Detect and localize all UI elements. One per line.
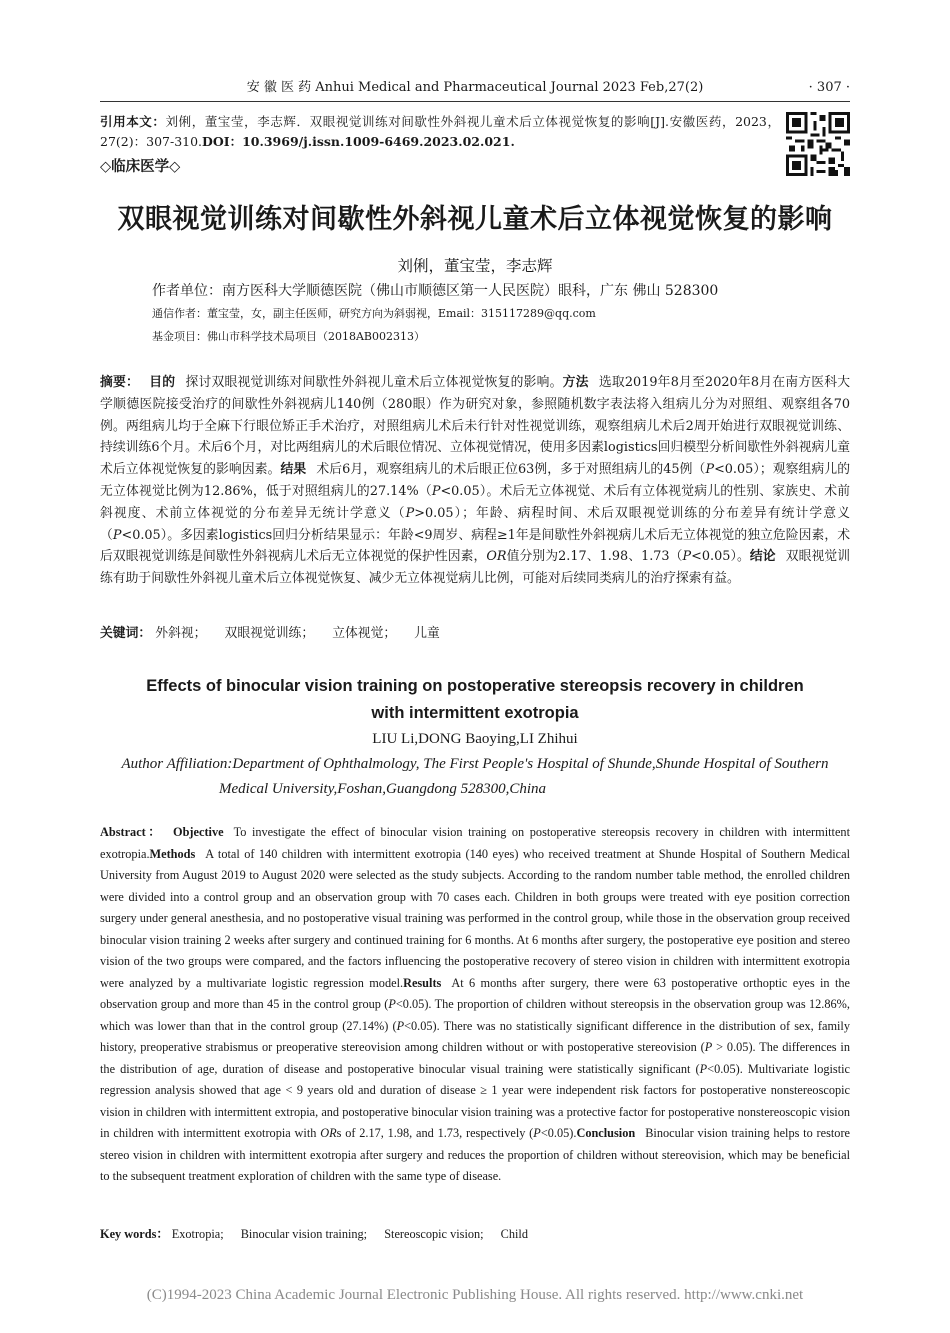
keywords-chinese [100,624,850,644]
p-symbol: P [705,462,715,478]
abstract-zh-objective-label: 目的 [149,375,176,390]
abstract-zh-conclusion: 双眼视觉训练有助于间歇性外斜视儿童术后立体视觉恢复、减少无立体视觉病儿比例，可能对后续同类病儿的治疗探索有益。 [100,549,851,587]
keywords-en-label: Key words： [100,1227,169,1241]
abstract-en-objective: To investigate the effect of binocular vision training on postoperative stereopsis recovery in children with intermittent exotropia. [100,825,850,861]
p-symbol: P [533,1126,541,1140]
abstract-en-results-3: <0.05). There was no statistically significant difference in the distribution of sex, family history, preoperative strabismus or preoperative stereovision among children without or with postoperative stereovision ( [100,1018,850,1054]
abstract-en-conclusion-label: Conclusion [576,1126,636,1140]
citation-label: 引用本文： [100,114,166,129]
citation-doi: DOI：10.3969/j.issn.1009-6469.2023.02.021. [202,134,515,149]
affiliation-english-line-1: Author Affiliation:Department of Ophthalmology, The First People's Hospital of Shunde,Shunde Hospital of Southern [121,756,829,772]
affiliation-english [100,752,850,802]
keyword-en: Exotropia; [171,1227,224,1241]
or-symbol: OR [486,549,507,565]
p-symbol: P [405,505,415,521]
or-symbol: OR [320,1126,337,1140]
abstract-zh-results-1: 术后6月，观察组病儿的术后眼正位63例，多于对照组病儿的45例（ [316,462,706,478]
keyword-en: Binocular vision training; [240,1227,368,1241]
citation-block [100,112,780,152]
header-rule [100,101,850,102]
abstract-en-label: Abstract： [100,825,164,839]
abstract-zh-results-6: 值分别为2.17、1.98、1.73（ [506,549,683,565]
p-symbol: P [682,549,692,565]
authors-english: LIU Li,DONG Baoying,LI Zhihui [372,731,578,747]
abstract-zh-conclusion-label: 结论 [749,549,776,565]
abstract-en-conclusion: Binocular vision training helps to restore stereo vision in children with intermittent exotropia after surgery and reduces the proportion of children without stereovision, which may be beneficial to the subsequent treatment exploration of children with the same type of disease. [100,1126,851,1183]
keywords-zh-label: 关键词： [100,626,152,641]
title-english-line-1: Effects of binocular vision training on postoperative stereopsis recovery in children [146,677,804,695]
p-symbol: P [396,1018,405,1033]
affiliation-english-line-2: Medical University,Foshan,Guangdong 528300,China [219,781,547,797]
citation-text: 刘俐，董宝莹，李志辉．双眼视觉训练对间歇性外斜视儿童术后立体视觉恢复的影响[J].安徽医药，2023，27(2)：307-310. [100,114,780,149]
authors-chinese: 刘俐，董宝莹，李志辉 [397,257,553,275]
keyword-zh: 儿童 [414,626,440,641]
keywords-english [100,1224,850,1244]
copyright-footer: (C)1994-2023 China Academic Journal Electronic Publishing House. All rights reserved. http://www.cnki.net [146,1287,804,1303]
abstract-zh-results-3: <0.05）。术后无立体视觉、术后有立体视觉病儿的性别、家族史、术前斜视度、术前立体视觉的分布差异无统计学意义（ [100,483,850,521]
qr-code-icon [786,112,850,176]
abstract-en-results-2: <0.05). The proportion of children without stereopsis in the observation group was 12.86%, which was lower than that in the control group (27.14%) ( [100,997,850,1033]
keyword-zh: 外斜视； [155,626,207,641]
abstract-zh-results-7: <0.05）。 [691,549,750,565]
correspondence-chinese: 通信作者：董宝莹，女，副主任医师，研究方向为斜弱视，Email：315117289@qq.com [152,307,596,320]
funding-chinese: 基金项目：佛山市科学技术局项目（2018AB002313） [152,330,426,343]
abstract-en-objective-label: Objective [173,825,224,839]
title-english [80,673,870,727]
abstract-en-results-6: s of 2.17, 1.98, and 1.73, respectively ( [336,1126,534,1140]
abstract-zh-label: 摘要： [100,375,140,390]
abstract-zh-results-5: <0.05）。多因素logistics回归分析结果显示：年龄<9周岁、病程≥1年是间歇性外斜视病儿术后无立体视觉的独立危险因素，术后双眼视觉训练是间歇性外斜视病儿术后无立体视觉的保护性因素， [100,527,850,565]
abstract-zh-objective: 探讨双眼视觉训练对间歇性外斜视儿童术后立体视觉恢复的影响。 [185,375,563,390]
keyword-zh: 双眼视觉训练； [224,626,315,641]
abstract-en-methods: A total of 140 children with intermittent exotropia (140 eyes) who received treatment at Shunde Hospital of Southern Medical University from August 2019 to August 2020 were selected as the study subjects. According to the random number table method, the enrolled children were divided into a control group and an observation group with 70 cases each. Children in both groups were treated with eye position correction surgery under general anesthesia, and no postoperative visual training was performed in the control group, while those in the observation group received binocular vision training 2 weeks after surgery and continued training for 6 months. At 6 months after surgery, the postoperative eye position and stereo vision of the two groups were compared, and the factors influencing the postoperative recovery of stereo vision in children with intermittent exotropia were analyzed by a multivariate logistic regression model. [100,846,851,990]
keyword-en: Stereoscopic vision; [384,1227,484,1241]
keyword-zh: 立体视觉； [332,626,397,641]
abstract-zh-methods: 选取2019年8月至2020年8月在南方医科大学顺德医院接受治疗的间歇性外斜视病儿140例（280眼）作为研究对象，参照随机数字表法将入组病儿分为对照组、观察组各70例。两组病儿均于全麻下行眼位矫正手术治疗，对照组病儿术后未行针对性视觉训练，观察组病儿术后2周开始进行双眼视觉训练、持续训练6个月。术后6个月，对比两组病儿的术后眼位情况、立体视觉情况，使用多因素logistics回归模型分析间歇性外斜视病儿童术后立体视觉恢复的影响因素。 [100,375,851,478]
p-symbol: P [704,1040,713,1054]
abstract-zh-results-2: <0.05）；观察组病儿的无立体视觉比例为12.86%，低于对照组病儿的27.14%（ [100,462,851,499]
abstract-en-methods-label: Methods [149,846,196,861]
keyword-en: Child [500,1227,528,1241]
abstract-en-results-label: Results [403,975,442,990]
abstract-en-results-1: At 6 months after surgery, there were 63 postoperative orthoptic eyes in the observation group and more than 45 in the control group ( [100,975,850,1011]
abstract-chinese [100,372,850,590]
p-symbol: P [388,997,396,1011]
title-english-line-2: with intermittent exotropia [371,704,579,722]
abstract-zh-results-4: >0.05）；年龄、病程时间、术后双眼视觉训练的分布差异有统计学意义（ [100,505,850,543]
p-symbol: P [699,1061,708,1076]
abstract-zh-methods-label: 方法 [562,375,589,390]
abstract-en-results-5: <0.05). Multivariate logistic regression analysis showed that age < 9 years old and duration of disease ≥ 1 year were independent risk factors for postoperative nonstereoscopic vision in children with intermittent extropia, and postoperative binocular vision training was a protective factor for postoperative nonstereoscopic vision in children with intermittent exotropia with [100,1061,850,1140]
abstract-en-results-4: > 0.05). The differences in the distribution of age, duration of disease and postoperative binocular visual training were statistically significant ( [100,1040,850,1076]
affiliation-chinese: 作者单位：南方医科大学顺德医院（佛山市顺德区第一人民医院）眼科，广东 佛山 528300 [152,283,719,299]
abstract-english [100,822,850,1188]
abstract-en-results-7: <0.05). [540,1126,577,1140]
journal-name: 安 徽 医 药 Anhui Medical and Pharmaceutical Journal 2023 Feb,27(2) [246,80,704,95]
title-chinese: 双眼视觉训练对间歇性外斜视儿童术后立体视觉恢复的影响 [117,204,833,235]
p-symbol: P [112,527,122,543]
section-tag: ◇临床医学◇ [100,159,181,175]
running-head [100,78,850,98]
page-number: · 307 · [808,80,850,95]
abstract-zh-results-label: 结果 [280,462,307,478]
p-symbol: P [431,483,441,499]
